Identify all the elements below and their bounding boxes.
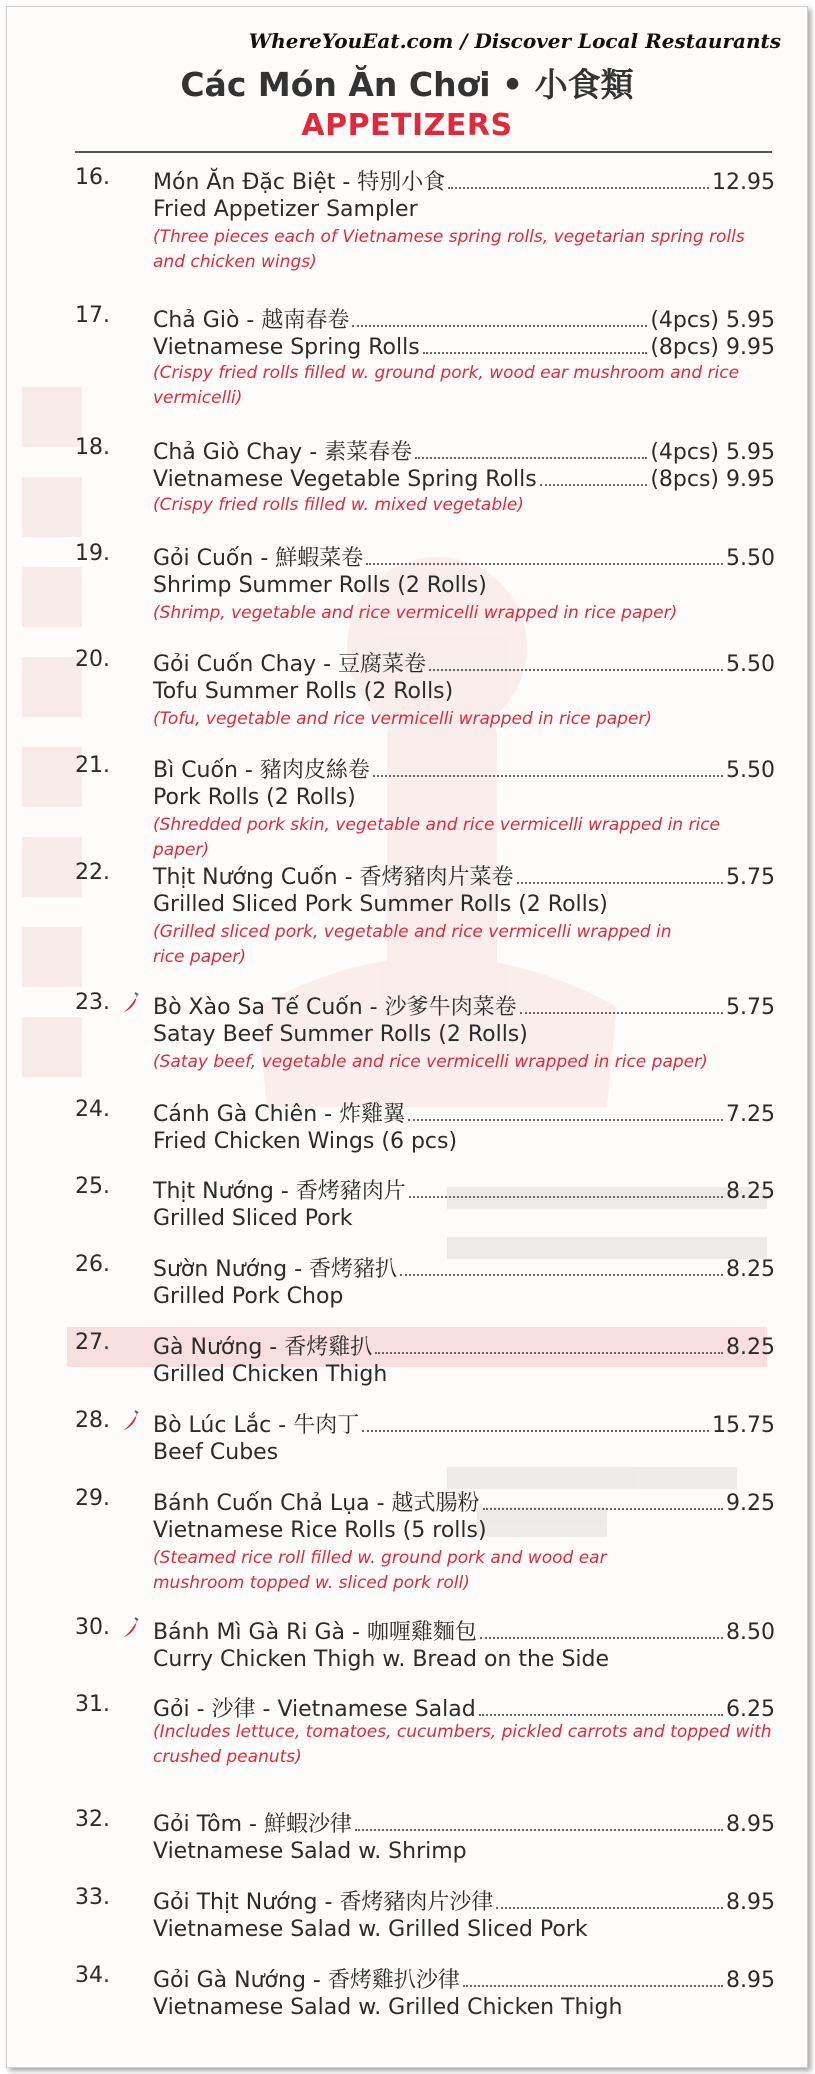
item-number: 20. bbox=[75, 647, 110, 672]
dot-leader bbox=[479, 1702, 723, 1716]
item-number: 31. bbox=[75, 1692, 110, 1717]
item-number: 26. bbox=[75, 1252, 110, 1277]
dot-leader bbox=[366, 551, 723, 565]
item-english-name: Vietnamese Salad w. Grilled Chicken Thigh bbox=[153, 1995, 623, 2020]
item-price: 5.50 bbox=[726, 758, 775, 783]
item-title-line bbox=[153, 1097, 775, 1127]
item-name: Thịt Nướng - 香烤豬肉片 bbox=[153, 1179, 406, 1204]
menu-item bbox=[75, 303, 775, 423]
item-name: Cánh Gà Chiên - 炸雞翼 bbox=[153, 1102, 406, 1127]
dot-leader bbox=[352, 313, 647, 327]
dot-leader bbox=[540, 472, 648, 486]
item-name: Bò Lúc Lắc - 牛肉丁 bbox=[153, 1413, 360, 1438]
item-title-line bbox=[153, 1486, 775, 1516]
dot-leader bbox=[496, 1895, 723, 1909]
menu-item bbox=[75, 541, 775, 661]
item-description: (Three pieces each of Vietnamese spring rolls, vegetarian spring rolls and chicken wings) bbox=[153, 227, 745, 272]
item-number: 34. bbox=[75, 1963, 110, 1988]
menu-item bbox=[75, 860, 775, 980]
dot-leader bbox=[375, 1340, 723, 1354]
dot-leader bbox=[429, 657, 723, 671]
watermark-text: WhereYouEat.com / Discover Local Restaurants bbox=[248, 29, 781, 53]
item-name: Gỏi Tôm - 鮮蝦沙律 bbox=[153, 1812, 352, 1837]
item-number: 29. bbox=[75, 1486, 110, 1511]
item-price: (4pcs) 5.95 bbox=[650, 308, 775, 333]
item-english-name: Satay Beef Summer Rolls (2 Rolls) bbox=[153, 1022, 528, 1047]
item-number: 33. bbox=[75, 1885, 110, 1910]
item-price: 8.95 bbox=[726, 1812, 775, 1837]
item-number: 24. bbox=[75, 1097, 110, 1122]
item-price-large: (8pcs) 9.95 bbox=[650, 335, 775, 360]
item-description: (Grilled sliced pork, vegetable and rice vermicelli wrapped in rice paper) bbox=[153, 922, 672, 967]
item-english-name: Vietnamese Salad w. Shrimp bbox=[153, 1839, 467, 1864]
item-name: Bánh Cuốn Chả Lụa - 越式腸粉 bbox=[153, 1491, 480, 1516]
item-name: Gỏi - 沙律 - Vietnamese Salad bbox=[153, 1697, 476, 1722]
item-price: 8.95 bbox=[726, 1890, 775, 1915]
item-english-name: Grilled Sliced Pork Summer Rolls (2 Rolls) bbox=[153, 892, 608, 917]
item-number: 16. bbox=[75, 165, 110, 190]
item-name: Chả Giò Chay - 素菜春卷 bbox=[153, 440, 413, 465]
menu-item bbox=[75, 165, 775, 285]
item-english-name: Vietnamese Salad w. Grilled Sliced Pork bbox=[153, 1917, 588, 1942]
item-number: 17. bbox=[75, 303, 110, 328]
title-divider bbox=[75, 151, 772, 153]
dot-leader bbox=[362, 1418, 709, 1432]
item-title-line bbox=[153, 860, 775, 890]
item-title-line bbox=[153, 1807, 775, 1837]
item-number: 25. bbox=[75, 1174, 110, 1199]
item-title-line bbox=[153, 435, 775, 465]
item-english-name: Grilled Sliced Pork bbox=[153, 1206, 353, 1231]
dot-leader bbox=[483, 1496, 723, 1510]
section-title-english: APPETIZERS bbox=[301, 108, 513, 143]
dot-leader bbox=[400, 1262, 723, 1276]
menu-item bbox=[75, 1963, 775, 2068]
item-name: Thịt Nướng Cuốn - 香烤豬肉片菜卷 bbox=[153, 865, 514, 890]
item-name: Chả Giò - 越南春卷 bbox=[153, 308, 350, 333]
dot-leader bbox=[520, 1000, 723, 1014]
item-name: Sườn Nướng - 香烤豬扒 bbox=[153, 1257, 397, 1282]
item-price: 9.25 bbox=[726, 1491, 775, 1516]
item-english-name: Fried Chicken Wings (6 pcs) bbox=[153, 1129, 458, 1154]
menu-item bbox=[75, 753, 775, 873]
item-english-name: Shrimp Summer Rolls (2 Rolls) bbox=[153, 573, 487, 598]
item-price: (4pcs) 5.95 bbox=[650, 440, 775, 465]
item-name: Bánh Mì Gà Ri Gà - 咖喱雞麵包 bbox=[153, 1620, 477, 1645]
item-title-line bbox=[153, 990, 775, 1020]
item-price: 5.50 bbox=[726, 652, 775, 677]
item-english-name: Vietnamese Spring Rolls bbox=[153, 335, 420, 360]
item-description: (Crispy fried rolls filled w. mixed vegetable) bbox=[153, 495, 524, 515]
item-price: 6.25 bbox=[726, 1697, 775, 1722]
item-title-line bbox=[153, 1330, 775, 1360]
item-price: 8.50 bbox=[726, 1620, 775, 1645]
item-english-name: Vietnamese Rice Rolls (5 rolls) bbox=[153, 1518, 487, 1543]
item-description: (Shredded pork skin, vegetable and rice vermicelli wrapped in rice paper) bbox=[153, 815, 720, 860]
item-title-line bbox=[153, 165, 775, 195]
menu-item bbox=[75, 990, 775, 1110]
item-price: 5.75 bbox=[726, 995, 775, 1020]
item-price: 5.75 bbox=[726, 865, 775, 890]
menu-item bbox=[75, 647, 775, 767]
item-description: (Steamed rice roll filled w. ground pork and wood ear mushroom topped w. sliced pork roll) bbox=[153, 1548, 607, 1593]
item-number: 28. bbox=[75, 1408, 110, 1433]
menu-item bbox=[75, 1486, 775, 1606]
item-number: 19. bbox=[75, 541, 110, 566]
dot-leader bbox=[355, 1817, 723, 1831]
item-description: (Satay beef, vegetable and rice vermicelli wrapped in rice paper) bbox=[153, 1052, 708, 1072]
item-english-name: Pork Rolls (2 Rolls) bbox=[153, 785, 356, 810]
chili-pepper-icon bbox=[122, 992, 140, 1014]
item-name: Gỏi Cuốn - 鮮蝦菜卷 bbox=[153, 546, 364, 571]
dot-leader bbox=[408, 1107, 723, 1121]
item-price: 8.25 bbox=[726, 1257, 775, 1282]
item-title-line bbox=[153, 1692, 775, 1722]
item-english-name: Tofu Summer Rolls (2 Rolls) bbox=[153, 679, 454, 704]
item-english-name: Grilled Chicken Thigh bbox=[153, 1362, 388, 1387]
item-number: 22. bbox=[75, 860, 110, 885]
item-name: Bì Cuốn - 豬肉皮絲卷 bbox=[153, 758, 370, 783]
item-title-line bbox=[153, 1963, 775, 1993]
menu-item bbox=[75, 1692, 775, 1812]
item-price: 7.25 bbox=[726, 1102, 775, 1127]
item-number: 27. bbox=[75, 1330, 110, 1355]
item-title-line bbox=[153, 753, 775, 783]
item-price-large: (8pcs) 9.95 bbox=[650, 467, 775, 492]
item-price: 5.50 bbox=[726, 546, 775, 571]
item-price: 8.25 bbox=[726, 1335, 775, 1360]
item-price: 8.25 bbox=[726, 1179, 775, 1204]
item-name: Món Ăn Đặc Biệt - 特別小食 bbox=[153, 170, 446, 195]
item-english-name: Beef Cubes bbox=[153, 1440, 279, 1465]
chili-pepper-icon bbox=[122, 1410, 140, 1432]
item-english-name: Vietnamese Vegetable Spring Rolls bbox=[153, 467, 537, 492]
dot-leader bbox=[415, 445, 647, 459]
item-number: 30. bbox=[75, 1615, 110, 1640]
item-number: 32. bbox=[75, 1807, 110, 1832]
item-title-line bbox=[153, 1174, 775, 1204]
dot-leader bbox=[423, 340, 648, 354]
dot-leader bbox=[409, 1184, 723, 1198]
item-name: Gỏi Thịt Nướng - 香烤豬肉片沙律 bbox=[153, 1890, 494, 1915]
item-number: 18. bbox=[75, 435, 110, 460]
item-description: (Includes lettuce, tomatoes, cucumbers, pickled carrots and topped with crushed peanuts) bbox=[153, 1722, 772, 1767]
item-name: Bò Xào Sa Tế Cuốn - 沙爹牛肉菜卷 bbox=[153, 995, 517, 1020]
item-title-line bbox=[153, 1408, 775, 1438]
item-english-name: Grilled Pork Chop bbox=[153, 1284, 344, 1309]
menu-page bbox=[6, 6, 808, 2068]
item-price: 8.95 bbox=[726, 1968, 775, 1993]
dot-leader bbox=[480, 1625, 723, 1639]
item-price: 15.75 bbox=[712, 1413, 775, 1438]
dot-leader bbox=[517, 870, 724, 884]
item-title-line bbox=[153, 1885, 775, 1915]
item-title-line bbox=[153, 647, 775, 677]
item-price: 12.95 bbox=[712, 170, 775, 195]
item-english-name: Fried Appetizer Sampler bbox=[153, 197, 418, 222]
dot-leader bbox=[448, 175, 709, 189]
item-description: (Crispy fried rolls filled w. ground pork, wood ear mushroom and rice vermicelli) bbox=[153, 363, 740, 408]
item-number: 21. bbox=[75, 753, 110, 778]
dot-leader bbox=[373, 763, 723, 777]
item-title-line bbox=[153, 1252, 775, 1282]
menu-item bbox=[75, 435, 775, 555]
item-title-line bbox=[153, 541, 775, 571]
item-name: Gỏi Cuốn Chay - 豆腐菜卷 bbox=[153, 652, 427, 677]
item-title-line bbox=[153, 303, 775, 333]
dot-leader bbox=[463, 1973, 723, 1987]
item-description: (Shrimp, vegetable and rice vermicelli wrapped in rice paper) bbox=[153, 603, 678, 623]
item-description: (Tofu, vegetable and rice vermicelli wrapped in rice paper) bbox=[153, 709, 653, 729]
item-number: 23. bbox=[75, 990, 110, 1015]
chili-pepper-icon bbox=[122, 1617, 140, 1639]
item-title-line bbox=[153, 1615, 775, 1645]
item-name: Gà Nướng - 香烤雞扒 bbox=[153, 1335, 373, 1360]
section-title-vietnamese: Các Món Ăn Chơi • 小食類 bbox=[180, 65, 634, 104]
item-name: Gỏi Gà Nướng - 香烤雞扒沙律 bbox=[153, 1968, 460, 1993]
item-english-name: Curry Chicken Thigh w. Bread on the Side bbox=[153, 1647, 610, 1672]
